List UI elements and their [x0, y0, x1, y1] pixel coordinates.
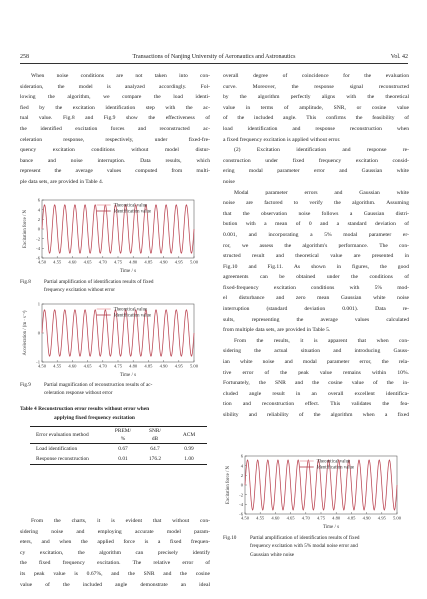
x-tick-label: 4.60 [68, 363, 77, 369]
y-tick-label: -1 [36, 359, 40, 365]
x-tick-label: 4.60 [68, 259, 77, 265]
x-tick-label: 4.90 [159, 259, 168, 265]
right-column-text [223, 71, 409, 421]
table4-cell-prem: 0.67 [118, 446, 128, 452]
left-column-paragraph-1 [20, 71, 210, 188]
text-line: the identified excitation forces and reconstructed ac- [20, 125, 210, 132]
fig9-caption-line: Partial magnification of reconstruction results of ac- [44, 382, 153, 388]
text-line: bution with a mean of 0 and a standard deviation of [223, 221, 409, 228]
y-tick-label: 6 [37, 197, 40, 203]
text-line: 0.001, and incorporating a 5% modal parameter er- [223, 231, 409, 238]
x-tick-label: 4.55 [53, 259, 62, 265]
x-tick-label: 4.80 [129, 363, 138, 369]
fig9-caption-line: celeration response without error [44, 390, 113, 397]
volume-label: Vol. 42 [390, 54, 408, 60]
x-tick-label: 4.60 [271, 515, 280, 521]
text-line: celeration response, respectively, under fixed-fre- [20, 136, 210, 143]
y-tick-label: 0 [240, 482, 243, 488]
x-tick-label: 4.90 [362, 515, 371, 521]
y-tick-label: -4 [239, 501, 243, 507]
text-line: of the included angle. This confirms the feasibility of [223, 115, 409, 122]
text-line: tual value. Fig.8 and Fig.9 show the effectiveness of [20, 115, 210, 122]
x-tick-label: 4.85 [347, 515, 356, 521]
x-tick-label: 4.95 [377, 515, 386, 521]
fig10-caption-line: Gaussian white noise [250, 551, 295, 558]
x-tick-label: 4.95 [174, 363, 183, 369]
text-line: sults, representing the average values calculated [223, 316, 409, 323]
text-line: sidering noise and employing accurate model param- [20, 528, 210, 535]
text-line: noise are factored to verify the algorithm. Assuming [223, 200, 409, 207]
table4-header-acm: ACM [182, 432, 196, 438]
x-tick-label: 4.50 [240, 515, 250, 521]
text-line: ror, we assess the algorithm's performance. The con- [223, 242, 409, 249]
fig8-chart [20, 196, 200, 274]
x-tick-label: 4.90 [159, 363, 168, 369]
text-line: curve. Moreover, the response signal reconstructed [223, 83, 409, 90]
table4-caption-line: applying fixed frequency excitation [54, 415, 135, 421]
left-column-paragraph-2 [20, 516, 210, 590]
x-tick-label: 4.50 [37, 363, 47, 369]
x-tick-label: 5.00 [392, 515, 402, 521]
text-line: by the algorithm perfectly aligns with the theoretical [223, 94, 409, 101]
x-tick-label: 4.50 [37, 259, 47, 265]
text-line: ian white noise and modal parameter error, the rela- [223, 359, 409, 366]
text-line: load identification and response reconstruction when [223, 125, 409, 132]
legend-label: Theoretical value [113, 307, 148, 313]
x-tick-label: 4.70 [301, 515, 310, 521]
y-tick-label: -4 [36, 245, 40, 251]
table4-cell-acm: 0.99 [184, 446, 194, 452]
y-tick-label: 4 [37, 207, 40, 213]
x-tick-label: 4.55 [53, 363, 62, 369]
text-line: tive error of the peak value remains within 10%. [223, 369, 409, 376]
x-tick-label: 4.85 [144, 259, 153, 265]
text-line: construction under fixed frequency excitation consid- [223, 157, 409, 164]
x-tick-label: 4.75 [113, 259, 123, 265]
x-tick-label: 4.75 [316, 515, 326, 521]
x-tick-label: 4.75 [113, 363, 123, 369]
fig8-label: Fig.8 [20, 279, 31, 285]
text-line: represent the average values computed from multi- [20, 168, 210, 175]
table4-cell-method: Load identification [36, 446, 78, 452]
x-tick-label: 4.65 [286, 515, 295, 521]
fig8-caption-line: frequency excitation without error [44, 287, 116, 294]
text-line: From the charts, it is evident that without con- [31, 518, 210, 524]
text-line: sideration, the model is analyzed accordingly. Fol- [20, 83, 210, 90]
text-line: From the results, it is apparent that when con- [234, 337, 409, 344]
text-line: eters, and when the applied force is a fixed frequen- [20, 539, 210, 546]
table4-caption [20, 405, 210, 423]
text-line: ple data sets, are provided in Table 4. [20, 178, 104, 185]
text-line: ering modal parameter error and Gaussian white [223, 168, 409, 175]
text-line: agreements can be obtained under the conditions of [223, 274, 409, 281]
x-tick-label: 4.70 [98, 259, 107, 265]
x-axis-label: Time / s [119, 269, 137, 274]
table4-cell-prem: 0.01 [118, 456, 128, 462]
y-tick-label: 1 [37, 301, 40, 307]
table-row [30, 444, 207, 455]
fig10-caption-line: frequency excitation with 5% modal noise error and [250, 543, 358, 550]
text-line: value in terms of amplitude, SNR, or cosine value [223, 104, 409, 111]
y-axis-label: Excitation force / N [23, 210, 28, 248]
table4 [30, 426, 207, 465]
table4-header-snr-unit: dB [151, 436, 159, 442]
text-line: Fig.10 and Fig.11. As shown in figures, the good [223, 263, 409, 270]
text-line: the fixed frequency excitation. The relative error of [20, 560, 210, 567]
journal-title: Transactions of Nanjing University of Aeronautics and Astronautics [132, 54, 296, 60]
table-row [30, 454, 207, 465]
y-tick-label: -6 [239, 511, 243, 517]
table4-header-prem-unit: % [120, 436, 126, 442]
fig10-caption-line: Partial amplification of identification results of fixed [250, 535, 360, 541]
text-line: Modal parameter errors and Gaussian white [234, 189, 409, 196]
x-tick-label: 4.80 [332, 515, 341, 521]
fig9-chart [20, 300, 200, 378]
x-tick-label: 4.55 [256, 515, 265, 521]
legend-label: Theoretical value [113, 203, 148, 209]
y-tick-label: 0 [37, 330, 40, 336]
x-tick-label: 4.65 [83, 259, 92, 265]
table4-header-snr-top: SNR/ [149, 428, 161, 434]
x-tick-label: 4.95 [174, 259, 183, 265]
table4-header-prem [107, 427, 139, 444]
y-tick-label: 6 [240, 453, 243, 459]
table4-cell-acm: 1.00 [184, 456, 194, 462]
text-line: from multiple data sets, are provided in Table 5. [223, 327, 331, 334]
table4-header-method: Error evaluation method [36, 432, 89, 438]
text-line: noise [223, 178, 235, 185]
fig10-chart [223, 452, 403, 530]
text-line: lowing the algorithm, we compare the load identi- [20, 94, 210, 101]
y-axis-label: Excitation force / N [226, 466, 231, 504]
fig9-label: Fig.9 [20, 382, 31, 388]
legend-label: Theoretical value [316, 459, 351, 465]
x-tick-label: 4.85 [144, 363, 153, 369]
text-line: (2) Excitation identification and response re- [234, 147, 409, 154]
text-line: a fixed frequency excitation is applied without error. [223, 136, 341, 143]
text-line: cluded angle result in an overall excellent identifica- [223, 390, 409, 397]
table4-cell-method: Response reconstruction [36, 456, 89, 462]
text-line: fied by the excitation identification step with the ac- [20, 104, 210, 111]
y-tick-label: -2 [36, 236, 40, 242]
y-axis-label: Acceleration / (m · s⁻²) [23, 310, 28, 356]
text-line: sidering the actual situation and introducing Gauss- [223, 348, 409, 355]
text-line: structed result and theoretical value are presented in [223, 253, 409, 260]
text-line: cy excitation, the algorithm can precisely identify [20, 549, 210, 556]
x-tick-label: 4.65 [83, 363, 92, 369]
text-line: tion and reconstruction effect. This validates the fea- [223, 401, 409, 408]
y-tick-label: -6 [36, 255, 40, 261]
x-axis-label: Time / s [322, 525, 340, 530]
y-tick-label: 0 [37, 226, 40, 232]
text-line: When noise conditions are not taken into con- [31, 73, 210, 79]
text-line: overall degree of coincidence for the evaluation [223, 73, 409, 79]
text-line: that the observation noise follows a Gaussian distri- [223, 210, 409, 217]
header-rule [20, 63, 408, 64]
legend-label: Identification value [113, 209, 152, 215]
table4-header-prem-top: PREM/ [114, 428, 132, 434]
fig8-caption-line: Partial amplification of identification results of fixed [44, 279, 154, 285]
table4-cell-snr: 64.7 [150, 446, 160, 452]
text-line: fixed-frequency excitation conditions with 5% mod- [223, 284, 409, 291]
table4-caption-line: Table 4 Reconstruction error results without error when [20, 406, 150, 412]
text-line: value of the included angle demonstrate an ideal [20, 581, 210, 588]
x-axis-label: Time / s [119, 373, 137, 378]
table4-cell-snr: 176.2 [148, 456, 162, 462]
text-line: its peak value is 0.67%, and the SNR and the cosine [20, 570, 210, 577]
text-line: quency excitation conditions without model distur- [20, 147, 210, 154]
y-tick-label: 2 [37, 216, 40, 222]
x-tick-label: 4.80 [129, 259, 138, 265]
page-number: 258 [20, 54, 29, 60]
y-tick-label: 4 [240, 463, 243, 469]
fig10-label: Fig.10 [223, 535, 237, 541]
x-tick-label: 5.00 [189, 259, 199, 265]
table4-header-snr [139, 427, 171, 444]
text-line: interruption (standard deviation 0.001). Data re- [223, 306, 409, 313]
x-tick-label: 4.70 [98, 363, 107, 369]
x-tick-label: 5.00 [189, 363, 199, 369]
text-line: el disturbance and zero mean Gaussian white noise [223, 295, 409, 302]
y-tick-label: 2 [240, 472, 243, 478]
text-line: sibility and reliability of the algorithm when a fixed [223, 412, 409, 418]
text-line: Fortunately, the SNR and the cosine value of the in- [223, 380, 409, 387]
y-tick-label: -2 [239, 492, 243, 498]
legend-label: Identification value [316, 465, 355, 471]
text-line: bance and noise interruption. Data results, which [20, 157, 210, 164]
legend-label: Identification value [113, 313, 152, 319]
